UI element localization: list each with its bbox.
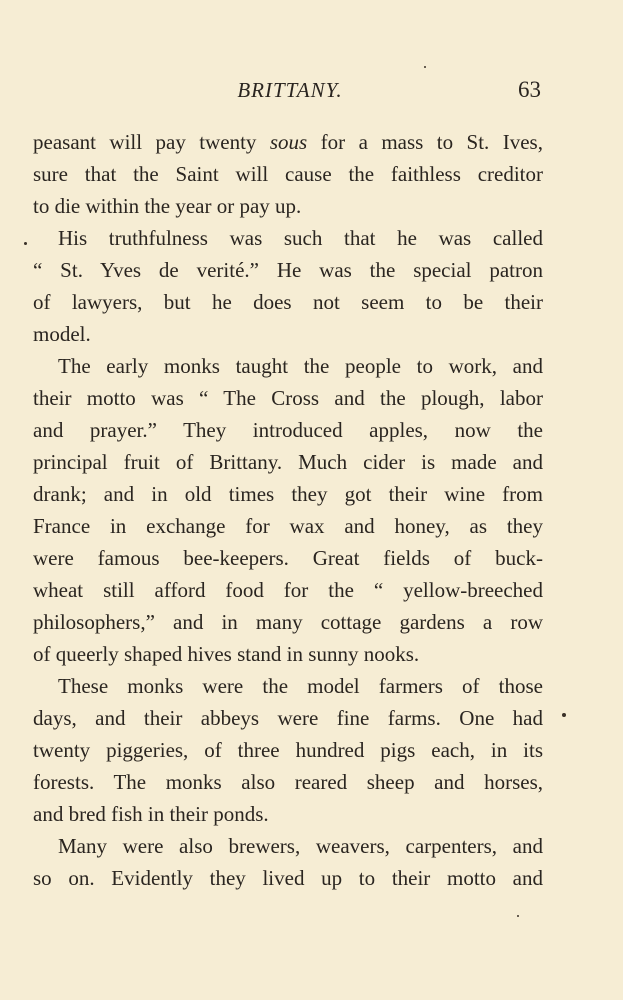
text-line: model. (33, 322, 91, 346)
text-line: days, and their abbeys were fine farms. One had (33, 706, 543, 730)
text-line: of queerly shaped hives stand in sunny nooks. (33, 642, 420, 666)
print-speck (562, 713, 566, 717)
body-text (33, 126, 543, 894)
text-line: their motto was “ The Cross and the plough, labor (33, 386, 543, 410)
text-line: His truthfulness was such that he was called (58, 226, 543, 250)
text-line: “ St. Yves de verité.” He was the special patron (33, 258, 543, 282)
print-speck (424, 66, 426, 68)
page-number: 63 (518, 77, 541, 102)
text-line: to die within the year or pay up. (33, 194, 302, 218)
text-line: philosophers,” and in many cottage gardens a row (33, 610, 543, 634)
italic-word: sous (269, 130, 308, 154)
text-line: and bred fish in their ponds. (33, 802, 269, 826)
text-line: Many were also brewers, weavers, carpenters, and (58, 834, 543, 858)
text-line: and prayer.” They introduced apples, now the (33, 418, 543, 442)
text-line: principal fruit of Brittany. Much cider is made and (33, 450, 543, 474)
text-line: peasant will pay twenty sous for a mass to St. Ives, (33, 130, 543, 154)
print-speck (24, 242, 27, 245)
text-line: forests. The monks also reared sheep and horses, (33, 770, 543, 794)
text-line: were famous bee-keepers. Great fields of buck- (33, 546, 543, 570)
text-line: France in exchange for wax and honey, as they (33, 514, 543, 538)
print-speck (517, 915, 519, 917)
running-title: BRITTANY. (237, 78, 343, 102)
text-line: twenty piggeries, of three hundred pigs each, in its (33, 738, 543, 762)
text-line: drank; and in old times they got their wine from (33, 482, 543, 506)
text-line: sure that the Saint will cause the faithless creditor (33, 162, 543, 186)
text-line: of lawyers, but he does not seem to be their (33, 290, 543, 314)
text-line: The early monks taught the people to work, and (58, 354, 543, 378)
text-line: so on. Evidently they lived up to their motto and (33, 866, 543, 890)
text-line: These monks were the model farmers of those (58, 674, 543, 698)
text-line: wheat still afford food for the “ yellow-breeched (33, 578, 543, 602)
